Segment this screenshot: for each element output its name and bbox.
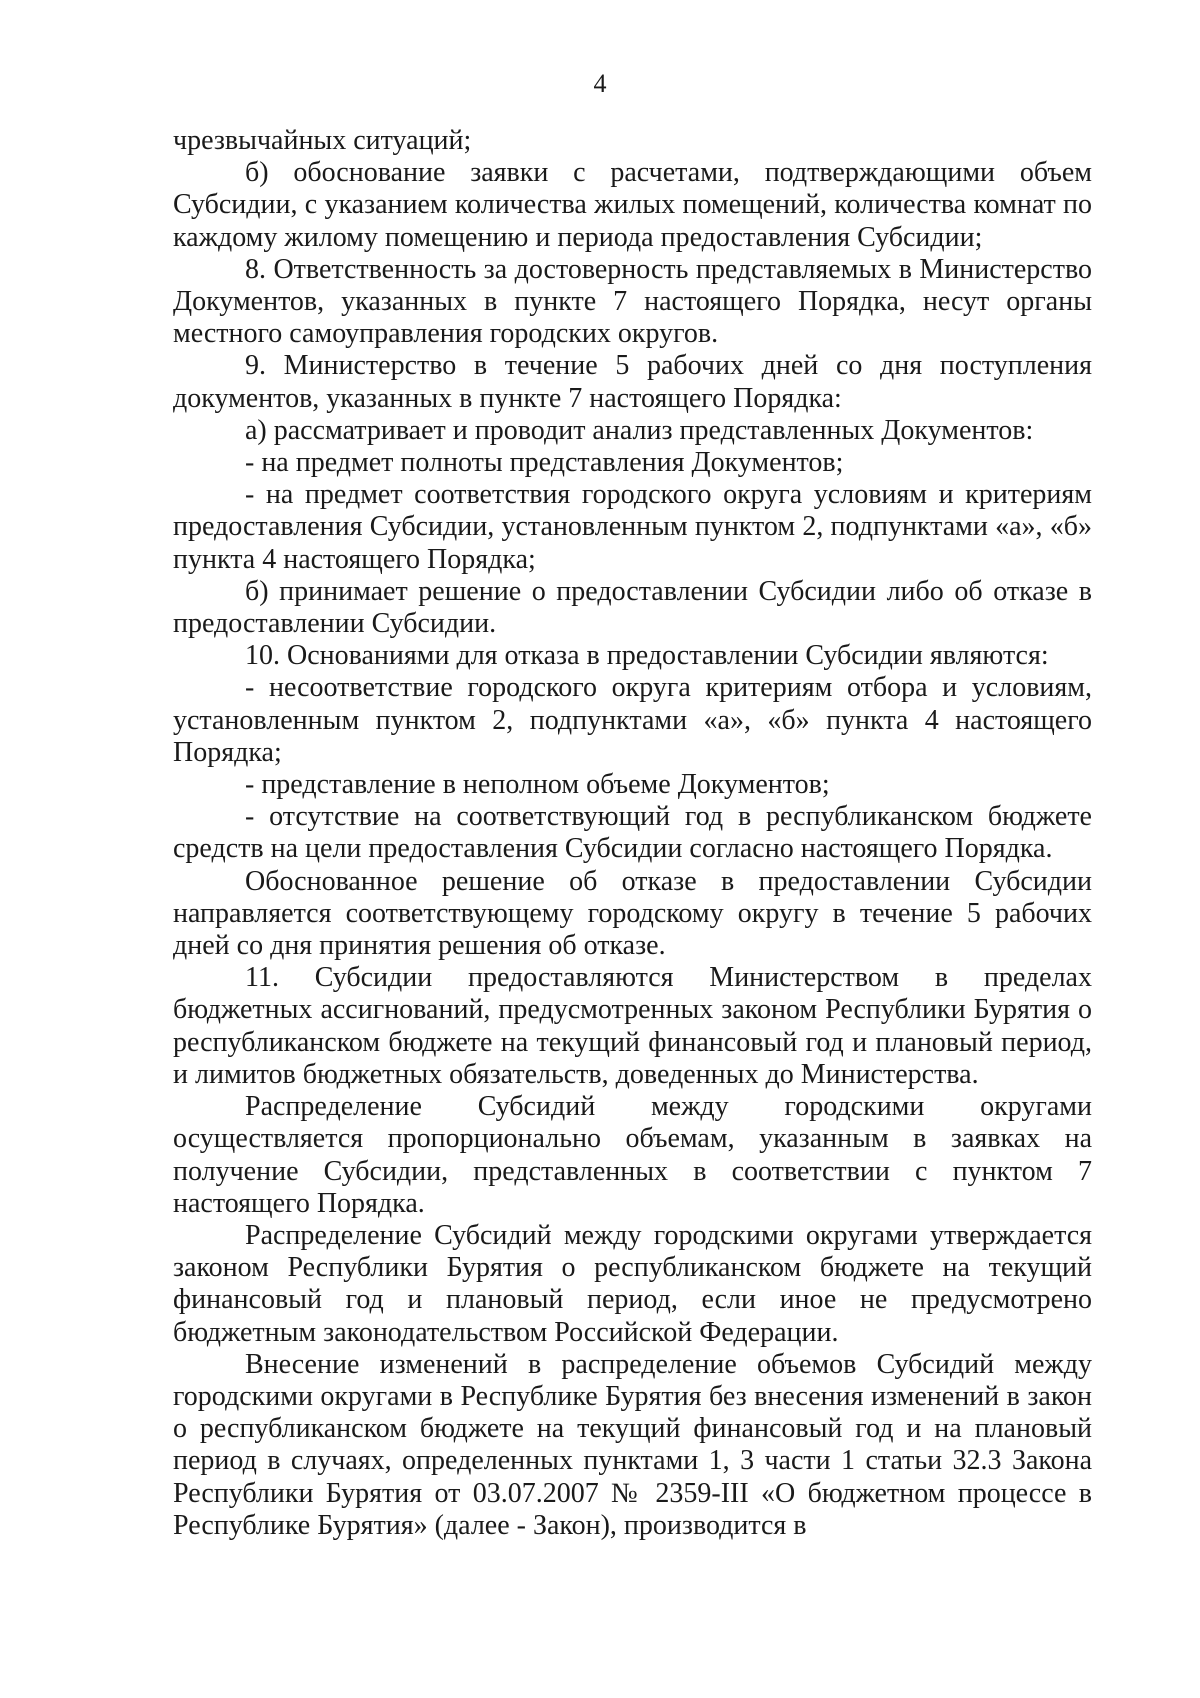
paragraph: - представление в неполном объеме Документов; bbox=[245, 769, 830, 801]
paragraph: 9. Министерство в течение 5 рабочих дней со дня поступления документов, указанных в пункте 7 настоящего Порядка: bbox=[173, 350, 1092, 414]
page-number: 4 bbox=[593, 69, 607, 98]
paragraph: - на предмет соответствия городского округа условиям и критериям предоставления Субсидии, установленным пунктом 2, подпунктами «а», «б» пункта 4 настоящего Порядка; bbox=[173, 479, 1092, 575]
paragraph: Распределение Субсидий между городскими округами утверждается законом Республики Бурятия о республиканском бюджете на текущий финансовый год и плановый период, если иное не предусмотрено бюджетным законодательством Российской Федерации. bbox=[173, 1219, 1092, 1348]
paragraph: - на предмет полноты представления Документов; bbox=[245, 447, 844, 479]
paragraph: б) обоснование заявки с расчетами, подтверждающими объем Субсидии, с указанием количества жилых помещений, количества комнат по каждому жилому помещению и периода предоставления Субсидии; bbox=[173, 157, 1092, 253]
paragraph: - несоответствие городского округа критериям отбора и условиям, установленным пунктом 2, подпунктами «а», «б» пункта 4 настоящего Порядка; bbox=[173, 672, 1092, 768]
paragraph: 8. Ответственность за достоверность представляемых в Министерство Документов, указанных в пункте 7 настоящего Порядка, несут органы местного самоуправления городских округов. bbox=[173, 253, 1092, 350]
paragraph: а) рассматривает и проводит анализ представленных Документов: bbox=[245, 414, 1034, 446]
paragraph: 11. Субсидии предоставляются Министерством в пределах бюджетных ассигнований, предусмотренных законом Республики Бурятия о республиканском бюджете на текущий финансовый год и плановый период, и лимитов бюджетных обязательств, доведенных до Министерства. bbox=[173, 962, 1092, 1090]
paragraph: - отсутствие на соответствующий год в республиканском бюджете средств на цели предоставления Субсидии согласно настоящего Порядка. bbox=[173, 801, 1092, 865]
paragraph: 10. Основаниями для отказа в предоставлении Субсидии являются: bbox=[245, 640, 1049, 672]
paragraph: Внесение изменений в распределение объемов Субсидий между городскими округами в Республике Бурятия без внесения изменений в закон о республиканском бюджете на текущий финансовый год и на плановый период в случаях, определенных пунктами 1, 3 части 1 статьи 32.3 Закона Республики Бурятия от 03.07.2007 № 2359-III «О бюджетном процессе в Республике Бурятия» (далее - Закон), производится в bbox=[173, 1348, 1092, 1541]
paragraph: чрезвычайных ситуаций; bbox=[173, 125, 472, 156]
document-body bbox=[173, 125, 1092, 1542]
paragraph: Обоснованное решение об отказе в предоставлении Субсидии направляется соответствующему городскому округу в течение 5 рабочих дней со дня принятия решения об отказе. bbox=[173, 865, 1092, 962]
paragraph: б) принимает решение о предоставлении Субсидии либо об отказе в предоставлении Субсидии. bbox=[173, 575, 1092, 640]
paragraph: Распределение Субсидий между городскими округами осуществляется пропорционально объемам, указанным в заявках на получение Субсидии, представленных в соответствии с пунктом 7 настоящего Порядка. bbox=[173, 1091, 1092, 1219]
